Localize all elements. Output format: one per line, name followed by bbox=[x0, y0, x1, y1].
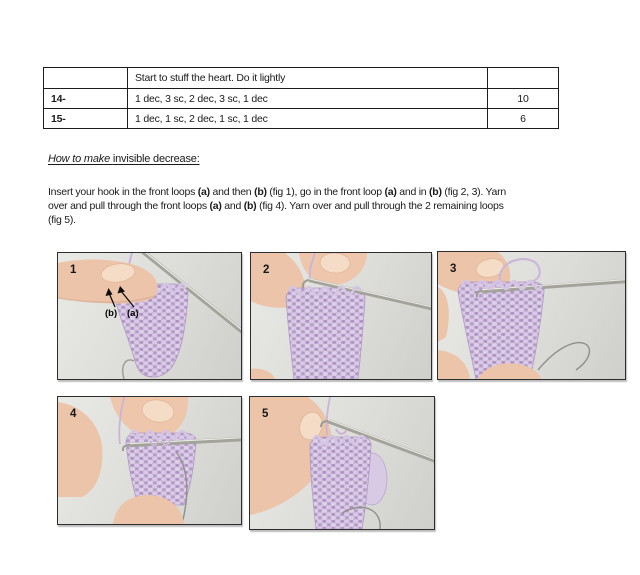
figure-4-illustration bbox=[58, 397, 241, 524]
cell-round: 15- bbox=[44, 109, 128, 129]
figure-photo-5 bbox=[249, 396, 435, 530]
cell-instruction: Start to stuff the heart. Do it lightly bbox=[128, 68, 488, 89]
loose-thread bbox=[538, 343, 589, 370]
figure-number: 3 bbox=[450, 263, 457, 275]
annotation-label-b: (b) bbox=[105, 308, 118, 319]
figure-photo-3 bbox=[437, 251, 626, 380]
figure-photo-4 bbox=[57, 396, 242, 525]
cell-round bbox=[44, 68, 128, 89]
figure-number: 2 bbox=[263, 264, 270, 276]
table-row bbox=[44, 89, 559, 109]
figure-number: 1 bbox=[70, 264, 77, 276]
cell-instruction: 1 dec, 1 sc, 2 dec, 1 sc, 1 dec bbox=[128, 109, 488, 129]
finger bbox=[58, 402, 102, 497]
cell-instruction: 1 dec, 3 sc, 2 dec, 3 sc, 1 dec bbox=[128, 89, 488, 109]
loose-thread bbox=[123, 360, 134, 379]
paragraph-line: Insert your hook in the front loops (a) and then (b) (fig 1), go in the front loop (a) and in (b) (fig 2, 3). Yarn bbox=[48, 186, 506, 198]
figure-2-illustration bbox=[251, 253, 431, 379]
figure-number: 5 bbox=[262, 408, 269, 420]
figure-1-illustration bbox=[58, 253, 241, 379]
finger-side bbox=[438, 287, 449, 342]
table-row bbox=[44, 109, 559, 129]
paragraph-line: over and pull through the front loops (a) and (b) (fig 4). Yarn over and pull through the 2 remaining loops bbox=[48, 200, 504, 212]
cell-count: 6 bbox=[488, 109, 559, 129]
crochet-cone bbox=[310, 437, 371, 529]
annotation-label-a: (a) bbox=[127, 308, 139, 319]
cell-count bbox=[488, 68, 559, 89]
instruction-paragraph bbox=[48, 185, 588, 227]
figure-5-illustration bbox=[250, 397, 434, 529]
cell-round: 14- bbox=[44, 89, 128, 109]
figure-3-illustration bbox=[438, 252, 625, 379]
paragraph-line: (fig 5). bbox=[48, 214, 76, 226]
pattern-table bbox=[43, 67, 559, 129]
figure-photo-2 bbox=[250, 252, 432, 380]
crochet-cone bbox=[286, 288, 365, 379]
thumb bbox=[251, 369, 275, 379]
figure-photo-1 bbox=[57, 252, 242, 380]
cell-count: 10 bbox=[488, 89, 559, 109]
thumb bbox=[438, 350, 470, 379]
figure-number: 4 bbox=[70, 408, 77, 420]
table-row bbox=[44, 68, 559, 89]
section-heading: How to make invisible decrease: bbox=[48, 153, 200, 165]
